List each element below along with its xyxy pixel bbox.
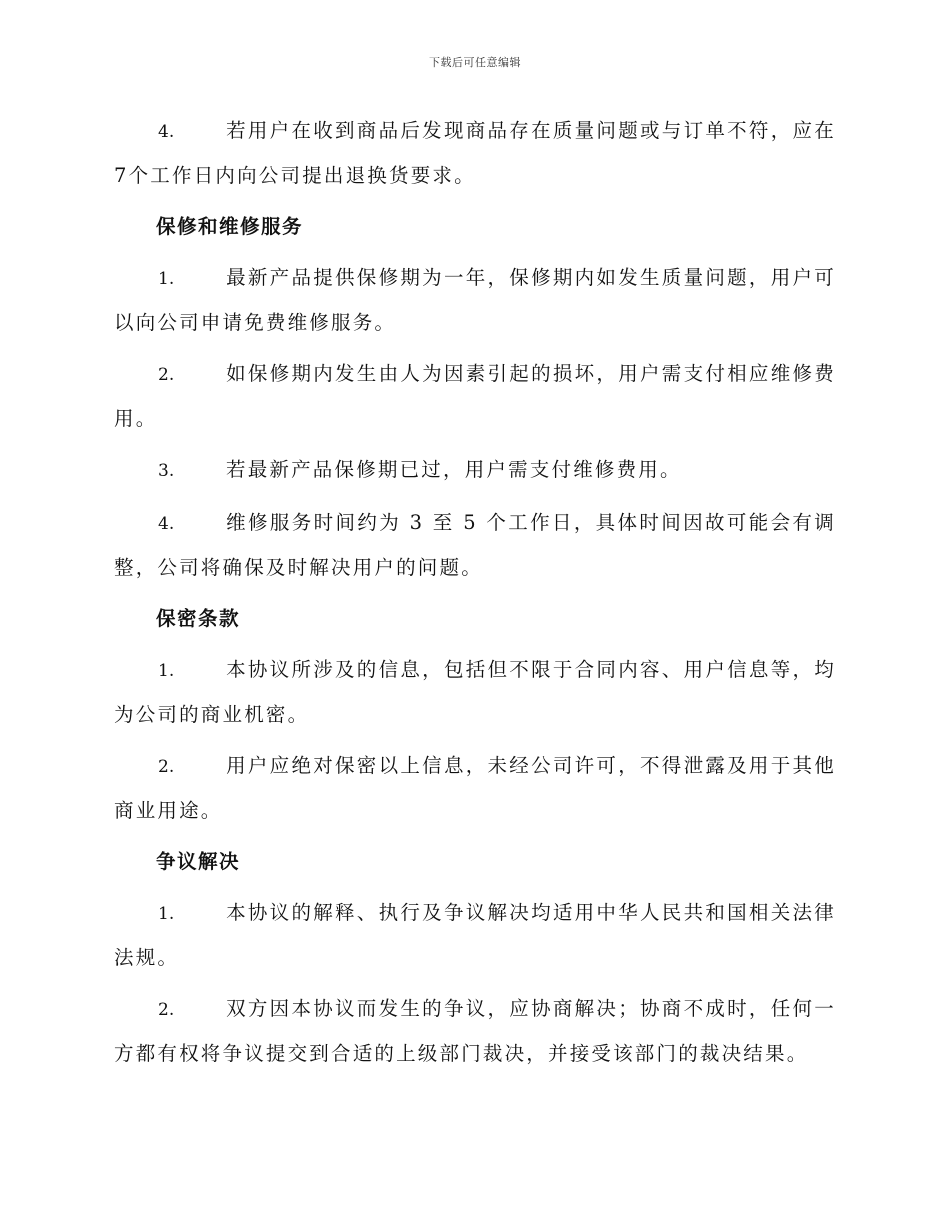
section-warranty xyxy=(114,205,836,589)
item-text: 维修服务时间约为 3 至 5 个工作日，具体时间因故可能会有调整，公司将确保及时解决用户的问题。 xyxy=(114,511,836,579)
list-item xyxy=(114,501,836,589)
section-heading: 保修和维修服务 xyxy=(156,215,304,238)
section-returns xyxy=(114,109,836,197)
item-text: 若最新产品保修期已过，用户需支付维修费用。 xyxy=(226,458,682,481)
item-text: 若用户在收到商品后发现商品存在质量问题或与订单不符，应在7个工作日内向公司提出退换货要求。 xyxy=(114,119,836,187)
item-number: 1. xyxy=(158,269,175,289)
item-text: 本协议所涉及的信息，包括但不限于合同内容、用户信息等，均为公司的商业机密。 xyxy=(114,658,836,726)
item-text: 用户应绝对保密以上信息，未经公司许可，不得泄露及用于其他商业用途。 xyxy=(114,754,836,822)
item-number: 1. xyxy=(158,904,175,924)
list-item xyxy=(114,256,836,344)
list-item xyxy=(114,987,836,1075)
item-text: 最新产品提供保修期为一年，保修期内如发生质量问题，用户可以向公司申请免费维修服务。 xyxy=(114,266,836,334)
list-item xyxy=(114,448,836,493)
list-item xyxy=(114,648,836,736)
document-body xyxy=(114,109,836,1083)
list-item xyxy=(114,891,836,979)
item-number: 3. xyxy=(158,461,175,481)
section-confidentiality xyxy=(114,597,836,832)
item-number: 2. xyxy=(158,757,175,777)
item-number: 1. xyxy=(158,661,175,681)
item-text: 双方因本协议而发生的争议，应协商解决；协商不成时，任何一方都有权将争议提交到合适的上级部门裁决，并接受该部门的裁决结果。 xyxy=(114,997,836,1065)
item-number: 2. xyxy=(158,365,175,385)
item-text: 如保修期内发生由人为因素引起的损坏，用户需支付相应维修费用。 xyxy=(114,362,836,430)
section-heading: 争议解决 xyxy=(156,850,241,873)
section-dispute-resolution xyxy=(114,840,836,1075)
list-item xyxy=(114,744,836,832)
item-number: 4. xyxy=(158,122,175,142)
item-number: 4. xyxy=(158,514,175,534)
list-item xyxy=(114,352,836,440)
page-header-note: 下载后可任意编辑 xyxy=(429,56,521,69)
item-number: 2. xyxy=(158,1000,175,1020)
section-heading: 保密条款 xyxy=(156,607,241,630)
list-item xyxy=(114,109,836,197)
item-text: 本协议的解释、执行及争议解决均适用中华人民共和国相关法律法规。 xyxy=(114,901,836,969)
